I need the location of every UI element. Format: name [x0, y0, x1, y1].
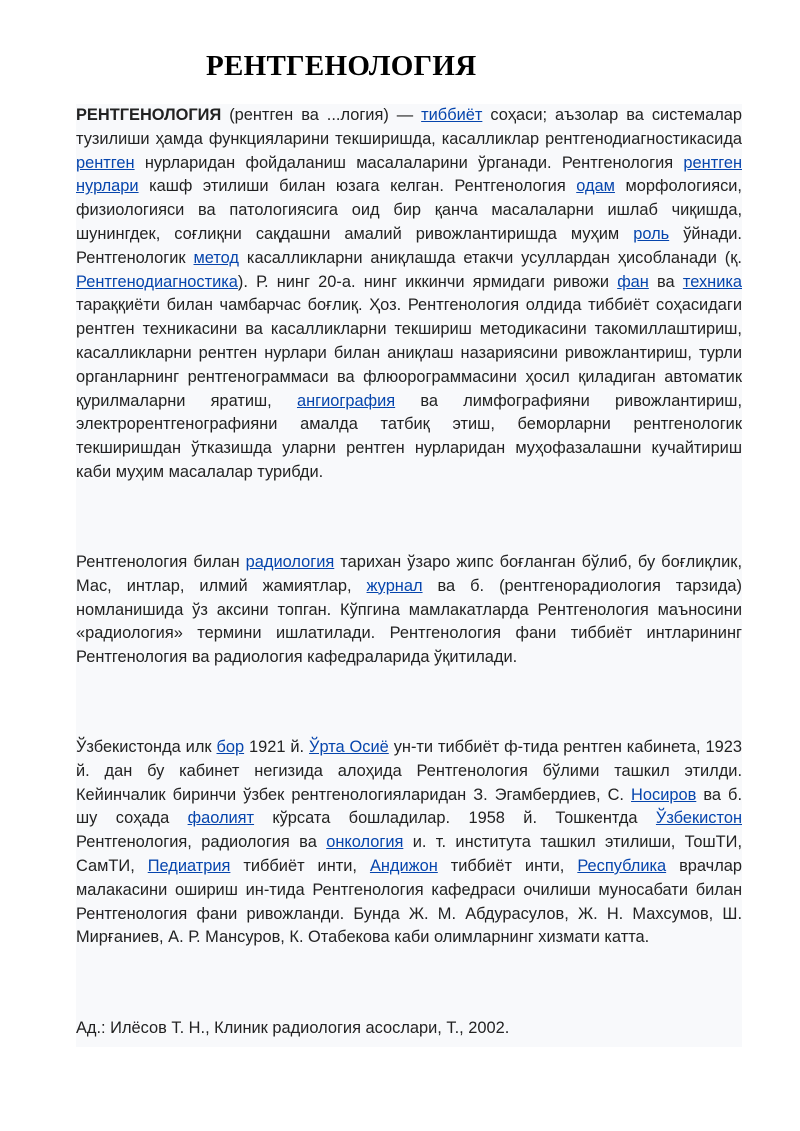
text-span: морфологияси, физиологияси ва патологиясига оид бир қанча масалаларни ишлаб чиқишда, шунингдек, соғлиқни сақдашни амалий ривожлантиришда муҳим: [76, 177, 742, 243]
text-span: тарихан ўзаро жипс боғланган бўлиб, бу боғлиқлик, Мас, интлар, илмий жамиятлар,: [76, 553, 743, 595]
paragraph-gap: [76, 532, 742, 551]
text-span: тараққиёти билан чамбарчас боғлиқ. Ҳоз. Рентгенология олдида тиббиёт соҳасидаги рентген техникасини ва касалликларни текшириш методикасини такомиллаштириш, касалликларни рентген нурлари билан аниқлаш назариясини ривожлантириш, турли органларнинг рентгенограммаси ва флюорограммасини ҳосил қиладиган автоматик қурилмаларни яратиш,: [76, 296, 742, 410]
paragraph-references: [76, 1017, 742, 1047]
link-tibbiyot[interactable]: тиббиёт: [421, 106, 483, 124]
link-respublika[interactable]: Республика: [577, 856, 667, 875]
link-radiologiya[interactable]: радиология: [245, 553, 335, 571]
link-fan[interactable]: фан: [617, 272, 649, 291]
paragraph-definition: [76, 104, 742, 532]
text-span: Рентгенология, радиология ва: [76, 833, 327, 852]
paragraph-history: [76, 736, 742, 998]
text-span: и. т. института ташкил этилиши, ТошТИ, СамТИ,: [76, 833, 742, 875]
text-span: ва: [648, 272, 683, 291]
link-angiografiya[interactable]: ангиография: [296, 391, 396, 410]
paragraph-gap: [76, 998, 742, 1017]
text-span: врачлар малакасини ошириш ин-тида Рентгенология кафедраси очилиши муносабати билан Рентгенология фани ривожланди. Бунда Ж. М. Абдурасулов, Ж. Н. Махсумов, Ш. Мирғаниев, А. Р. Мансуров, К. Отабекова каби олимларнинг хизмати катта.: [76, 856, 743, 947]
text-span: Ўзбекистонда илк: [76, 738, 217, 756]
link-rentgenodiagnostika[interactable]: Рентгенодиагностика: [76, 272, 238, 291]
link-pediatriya[interactable]: Педиатрия: [147, 856, 231, 875]
link-bor[interactable]: бор: [216, 738, 245, 756]
reference-text: Ад.: Илёсов Т. Н., Клиник радиология асослари, Т., 2002.: [76, 1019, 510, 1037]
link-orta-osiyo[interactable]: Ўрта Осиё: [309, 738, 389, 756]
link-ozbekiston[interactable]: Ўзбекистон: [655, 809, 742, 828]
text-span: (рентген ва ...логия) —: [221, 106, 422, 124]
link-rentgen-nurlari[interactable]: рентген нурлари: [76, 153, 742, 196]
text-span: соҳаси; аъзолар ва системалар тузилиши ҳамда функцияларини текширишда, касалликлар рентгенодиагностикасида: [76, 106, 742, 148]
paragraph-gap: [76, 717, 742, 736]
page-title: РЕНТГЕНОЛОГИЯ: [206, 50, 477, 82]
text-span: нурларидан фойдаланиш масалаларини ўрганади. Рентгенология: [134, 153, 684, 172]
article-body: [76, 104, 742, 1047]
text-span: ва лимфографияни ривожлантириш, электрорентгенографияни амалда татбиқ этиш, беморларни рентгенологик текширишдан ўтказишда уларни рентген нурларидан муҳофазалашни кучайтириш каби муҳим масалалар турибди.: [76, 391, 743, 481]
link-rol[interactable]: роль: [633, 224, 670, 243]
text-span: ва б. (рентгенорадиология тарзида) номланишида ўз аксини топган. Кўпгина мамлакатларда Рентгенология маъносини «радиология» термини ишлатилади. Рентгенология фани тиббиёт интларининг Рентгенология ва радиология кафедраларида ўқитилади.: [76, 576, 742, 667]
term-lead: РЕНТГЕНОЛОГИЯ: [76, 106, 222, 124]
text-span: тиббиёт инти,: [230, 856, 370, 875]
text-span: кашф этилиши билан юзага келган. Рентгенология: [138, 177, 577, 196]
link-jurnal[interactable]: журнал: [366, 576, 423, 595]
paragraph-radiology: [76, 551, 742, 717]
link-odam[interactable]: одам: [576, 177, 615, 196]
link-texnika[interactable]: техника: [682, 272, 743, 291]
text-span: Рентгенология билан: [76, 553, 246, 571]
text-span: 1921 й.: [244, 738, 310, 756]
link-andijon[interactable]: Андижон: [369, 856, 438, 875]
text-span: тиббиёт инти,: [437, 856, 578, 875]
link-rentgen[interactable]: рентген: [76, 153, 135, 172]
text-span: кўрсата бошладилар. 1958 й. Тошкентда: [254, 809, 656, 828]
text-span: ва б. шу соҳада: [76, 785, 742, 828]
text-span: касалликларни аниқлашда етакчи усуллардан ҳисобланади (қ.: [239, 248, 742, 267]
link-nosirov[interactable]: Носиров: [631, 785, 697, 804]
link-onkologiya[interactable]: онкология: [326, 833, 404, 852]
link-metod[interactable]: метод: [193, 248, 239, 267]
text-span: ). Р. нинг 20-а. нинг иккинчи ярмидаги ривожи: [237, 272, 618, 291]
link-faoliyat[interactable]: фаолият: [187, 809, 255, 828]
text-span: ун-ти тиббиёт ф-тида рентген кабинета, 1923 й. дан бу кабинет негизида алоҳида Рентгенология бўлими ташкил этилди. Кейинчалик биринчи ўзбек рентгенологияларидан З. Эгамбердиев, С.: [76, 738, 742, 804]
text-span: ўйнади. Рентгенологик: [76, 224, 742, 267]
